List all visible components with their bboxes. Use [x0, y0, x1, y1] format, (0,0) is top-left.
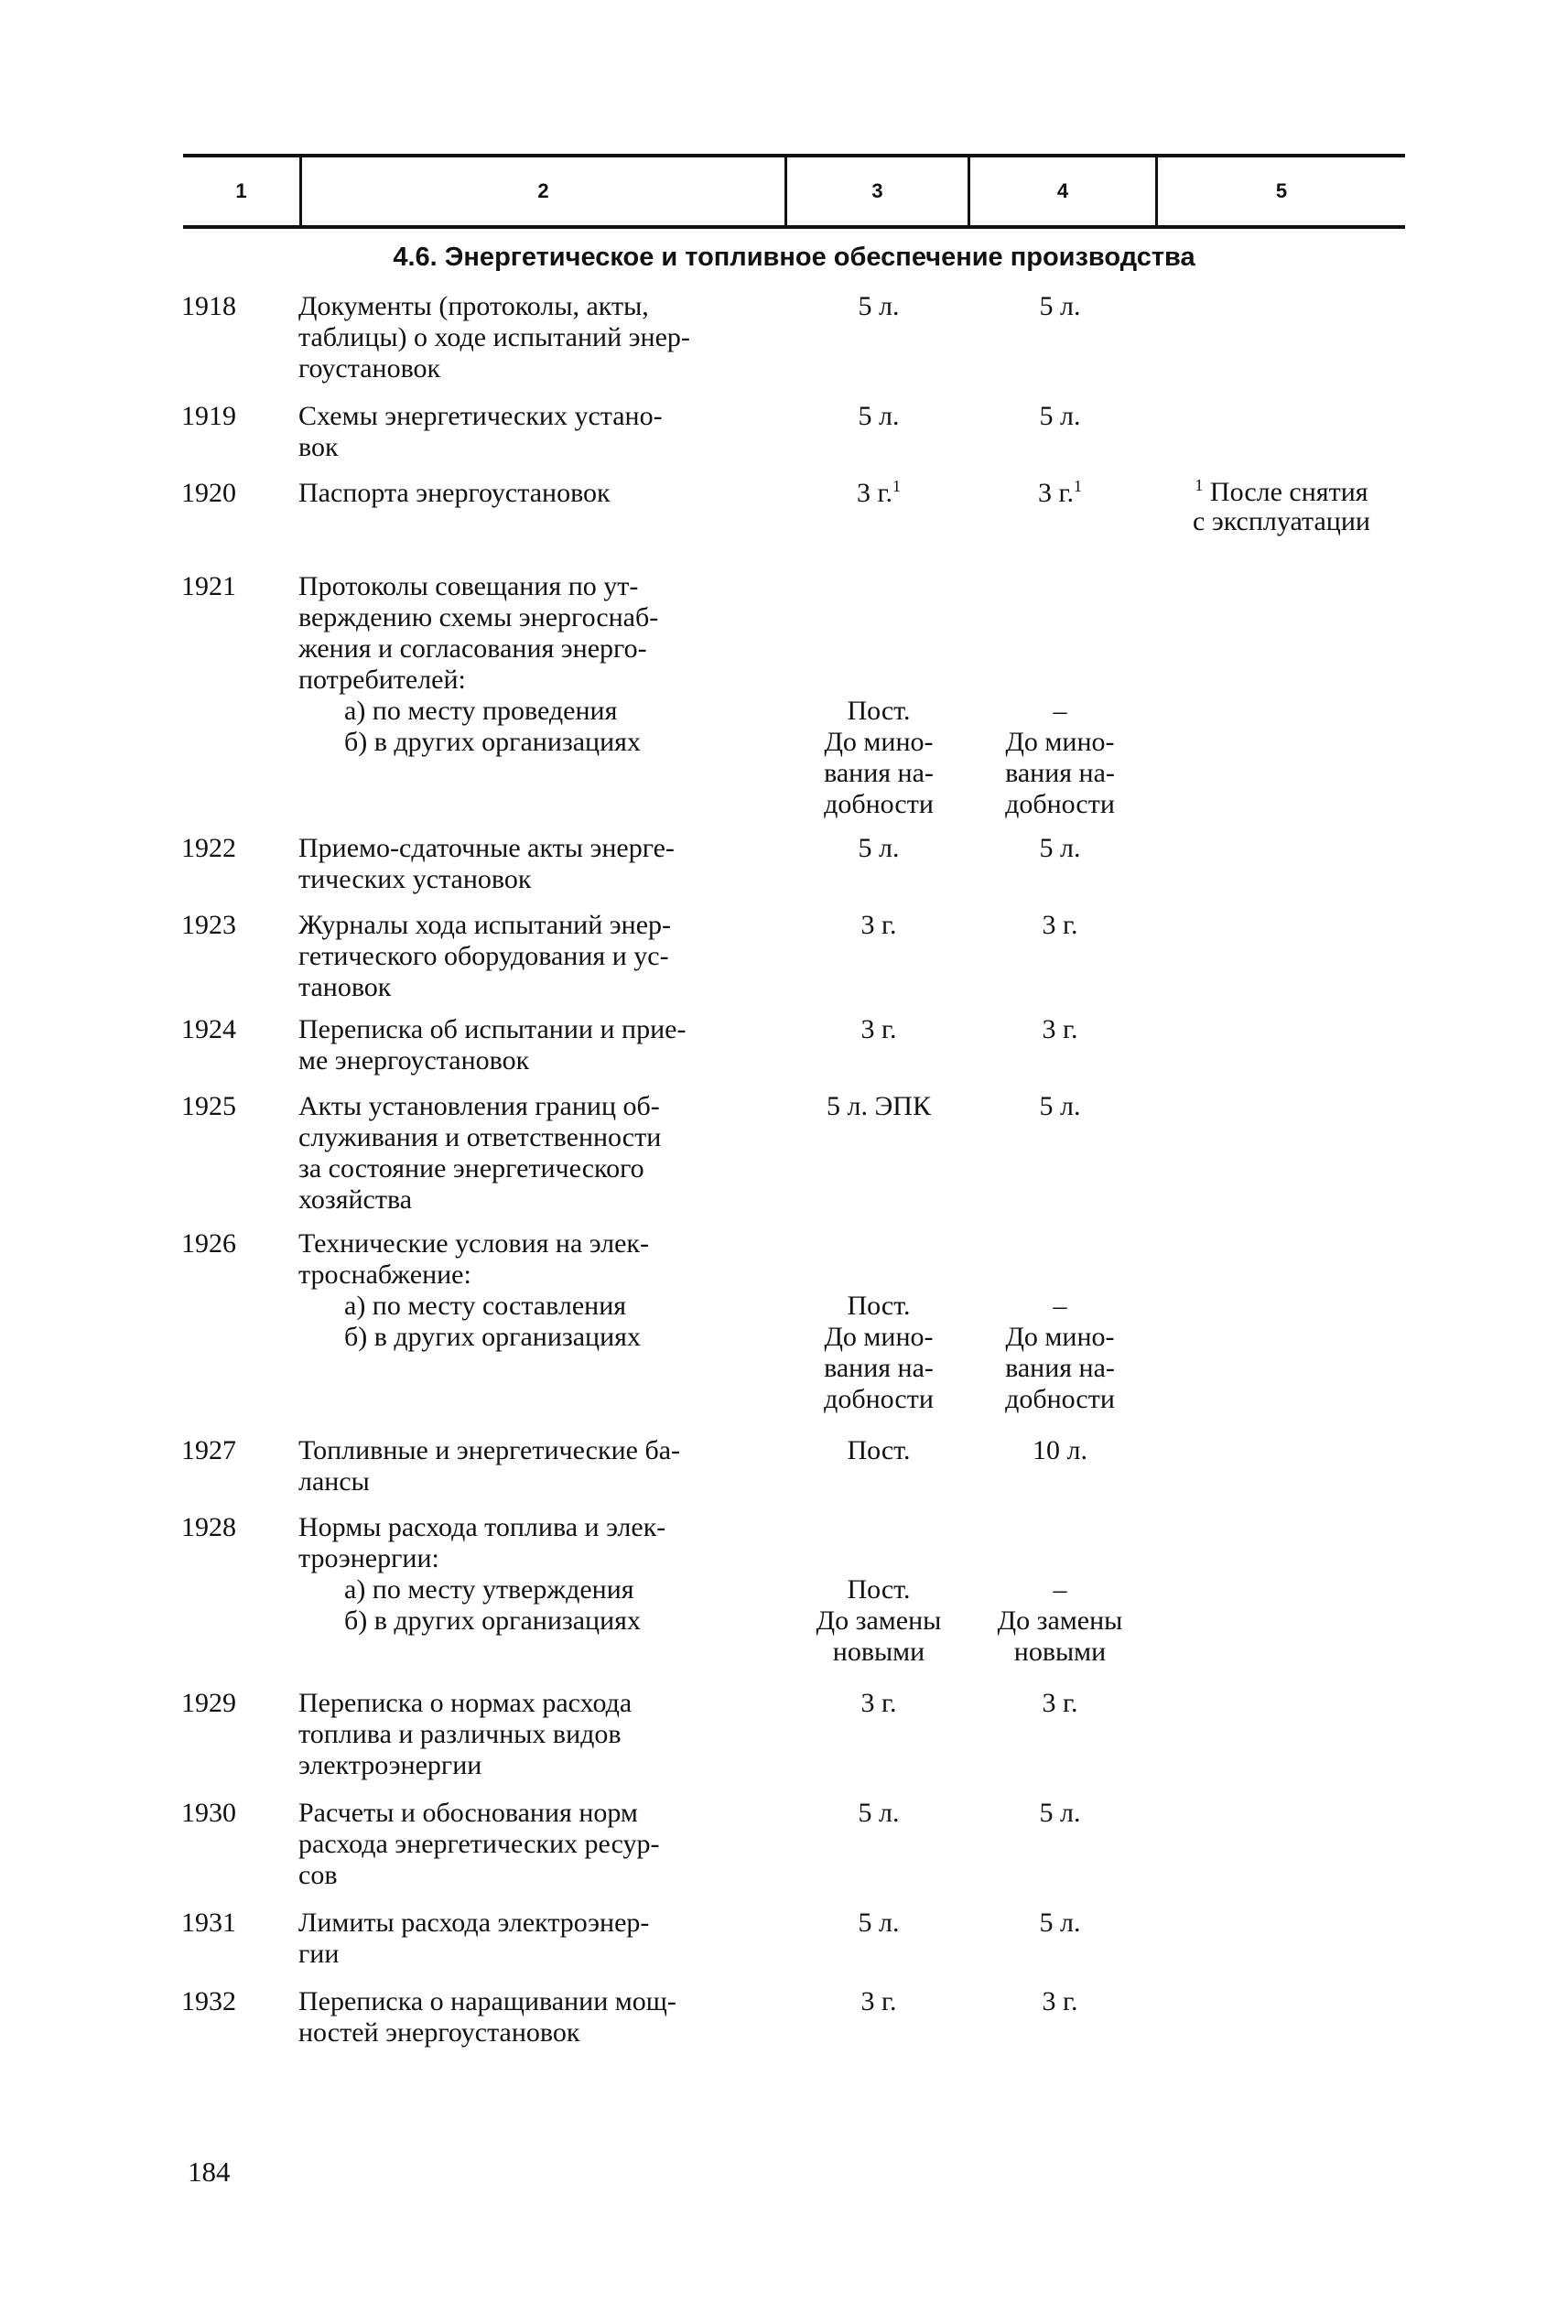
column-header-2: 2 — [299, 157, 784, 225]
row-title-line: тических установок — [298, 864, 532, 894]
col4-line — [968, 478, 1152, 509]
col4-line: добности — [1005, 789, 1115, 819]
row-term-col4 — [968, 478, 1152, 509]
column-header-4: 4 — [968, 157, 1155, 225]
row-term-col4 — [968, 1986, 1152, 2017]
footnote-marker: 1 — [1073, 477, 1082, 495]
col3-line: 5 л. — [858, 1908, 900, 1938]
row-title — [298, 1512, 788, 1637]
row-title-line: Топливные и энергетические ба- — [298, 1435, 681, 1465]
row-title-line: Приемо-сдаточные акты энерге- — [298, 833, 675, 863]
row-title — [298, 910, 788, 1003]
row-title-line: служивания и ответственности — [298, 1122, 662, 1152]
col4-line: – — [1053, 696, 1067, 726]
row-term-col4 — [968, 291, 1152, 322]
col3-line: Пост. — [847, 1291, 911, 1321]
row-term-col4 — [968, 1091, 1152, 1122]
col4-line: вания на- — [1005, 758, 1115, 788]
row-term-col4 — [968, 833, 1152, 864]
col4-line: До мино- — [1005, 1322, 1115, 1352]
col4-line: До замены — [997, 1605, 1123, 1636]
row-term-col4 — [968, 1798, 1152, 1829]
row-title-line: сов — [298, 1860, 338, 1890]
col4-line: 5 л. — [1039, 1798, 1081, 1828]
row-note-col5 — [1149, 478, 1414, 536]
column-header-3: 3 — [784, 157, 968, 225]
row-title — [298, 291, 788, 384]
col4-line: 10 л. — [1033, 1435, 1087, 1465]
row-title — [298, 1798, 788, 1891]
row-title-line: Переписка о наращивании мощ- — [298, 1986, 676, 2016]
footnote-marker: 1 — [892, 477, 901, 495]
row-title-line: за состояние энергетического — [298, 1153, 644, 1184]
row-title — [298, 1091, 788, 1216]
col3-line: До замены — [816, 1605, 942, 1636]
row-subitem: б) в других организациях — [344, 1322, 641, 1352]
col3-value: 3 г. — [857, 478, 892, 508]
row-term-col4 — [968, 910, 1152, 941]
col4-line: До мино- — [1005, 727, 1115, 757]
row-title-line: электроэнергии — [298, 1750, 482, 1780]
col5-line — [1149, 478, 1414, 507]
row-title-line: Схемы энергетических устано- — [298, 401, 663, 431]
row-number: 1921 — [181, 571, 236, 601]
row-term-col3 — [787, 291, 970, 322]
row-term-col4 — [968, 1435, 1152, 1466]
row-title-line: троснабжение: — [298, 1259, 471, 1290]
col4-value: 3 г. — [1038, 478, 1074, 508]
row-title-line: топлива и различных видов — [298, 1719, 622, 1749]
col3-line: Пост. — [847, 1574, 911, 1605]
row-term-col3 — [787, 1908, 970, 1939]
row-term-col3 — [787, 478, 970, 509]
row-title-line: таблицы) о ходе испытаний энер- — [298, 322, 690, 352]
col4-line: 5 л. — [1039, 833, 1081, 863]
row-title-line: хозяйства — [298, 1184, 413, 1215]
col3-line: добности — [824, 789, 934, 819]
row-number: 1932 — [181, 1986, 236, 2016]
row-term-col3 — [787, 1798, 970, 1829]
row-term-col4 — [968, 1908, 1152, 1939]
row-title-line: Нормы расхода топлива и элек- — [298, 1512, 666, 1542]
row-number: 1926 — [181, 1228, 236, 1259]
row-title — [298, 1688, 788, 1781]
col3-line: Пост. — [847, 1435, 911, 1465]
row-title-line: жения и согласования энерго- — [298, 633, 647, 664]
row-term-col3 — [787, 1291, 970, 1415]
row-title-line: Акты установления границ об- — [298, 1091, 660, 1121]
row-title — [298, 833, 788, 895]
col3-line: 3 г. — [860, 1014, 897, 1044]
row-term-col3 — [787, 1091, 970, 1122]
column-header-1: 1 — [235, 179, 247, 202]
col4-line: 5 л. — [1039, 1091, 1081, 1121]
section-title: 4.6. Энергетическое и топливное обеспечение производства — [393, 243, 1195, 272]
row-number: 1920 — [181, 478, 236, 508]
row-title — [298, 1228, 788, 1353]
row-title-line: верждению схемы энергоснаб- — [298, 602, 659, 632]
col4-line: 3 г. — [1042, 910, 1078, 940]
col4-line: 5 л. — [1039, 401, 1081, 431]
row-term-col3 — [787, 1574, 970, 1668]
row-title-line: гии — [298, 1939, 340, 1969]
row-title-line: расхода энергетических ресур- — [298, 1829, 660, 1859]
column-header-5: 5 — [1155, 157, 1405, 225]
row-term-col3 — [787, 1688, 970, 1719]
col3-line: 3 г. — [860, 1688, 897, 1718]
row-title-line: ностей энергоустановок — [298, 2017, 580, 2048]
col4-line: новыми — [1013, 1637, 1107, 1667]
row-subitem: а) по месту составления — [344, 1291, 627, 1321]
col3-line: новыми — [832, 1637, 925, 1667]
row-term-col3 — [787, 1986, 970, 2017]
col4-line: 3 г. — [1042, 1986, 1078, 2016]
col3-line: До мино- — [824, 1322, 934, 1352]
col3-line: 5 л. ЭПК — [827, 1091, 931, 1121]
row-subitem: а) по месту утверждения — [344, 1574, 634, 1605]
col4-line: вания на- — [1005, 1353, 1115, 1383]
row-title — [298, 571, 788, 758]
row-title-line: Лимиты расхода электроэнер- — [298, 1908, 650, 1938]
row-number: 1922 — [181, 833, 236, 863]
col3-line: добности — [824, 1384, 934, 1414]
row-title-line: гетического оборудования и ус- — [298, 941, 669, 971]
row-subitem: а) по месту проведения — [344, 696, 618, 726]
col4-line: 5 л. — [1039, 1908, 1081, 1938]
col3-line: вания на- — [824, 758, 934, 788]
row-term-col4 — [968, 401, 1152, 432]
col5-line: с эксплуатации — [1193, 506, 1370, 536]
row-number: 1927 — [181, 1435, 236, 1465]
row-title — [298, 1435, 788, 1497]
row-number: 1923 — [181, 910, 236, 940]
row-subitem: б) в других организациях — [344, 727, 641, 757]
column-header-row — [183, 154, 1405, 229]
col4-line: 3 г. — [1042, 1014, 1078, 1044]
row-subitem: б) в других организациях — [344, 1605, 641, 1636]
row-title-line: ме энергоустановок — [298, 1045, 530, 1076]
row-number: 1928 — [181, 1512, 236, 1542]
col3-line: Пост. — [847, 696, 911, 726]
row-number: 1929 — [181, 1688, 236, 1718]
row-title-line: Журналы хода испытаний энер- — [298, 910, 672, 940]
col3-line: 3 г. — [860, 910, 897, 940]
row-title-line: вок — [298, 432, 339, 462]
col5-value: После снятия — [1209, 477, 1368, 507]
row-title-line: Расчеты и обоснования норм — [298, 1798, 638, 1828]
col3-line — [787, 478, 970, 509]
footnote-marker: 1 — [1195, 476, 1204, 494]
row-number: 1918 — [181, 291, 236, 321]
row-title-line: гоустановок — [298, 353, 441, 384]
col3-line: 5 л. — [858, 401, 900, 431]
row-title — [298, 1908, 788, 1970]
col4-line: добности — [1005, 1384, 1115, 1414]
row-term-col3 — [787, 833, 970, 864]
row-number: 1931 — [181, 1908, 236, 1938]
row-term-col4 — [968, 1291, 1152, 1415]
row-title — [298, 401, 788, 463]
row-term-col3 — [787, 1014, 970, 1045]
row-number: 1919 — [181, 401, 236, 431]
row-number: 1924 — [181, 1014, 236, 1044]
col4-line: 5 л. — [1039, 291, 1081, 321]
row-title-line: троэнергии: — [298, 1543, 439, 1573]
col3-line: 3 г. — [860, 1986, 897, 2016]
row-title — [298, 1986, 788, 2048]
page-number: 184 — [188, 2156, 231, 2188]
col4-line: – — [1053, 1291, 1067, 1321]
row-term-col4 — [968, 1688, 1152, 1719]
row-title — [298, 1014, 788, 1076]
row-title-line: Паспорта энергоустановок — [298, 478, 611, 508]
row-term-col4 — [968, 696, 1152, 820]
col4-line: – — [1053, 1574, 1067, 1605]
row-title — [298, 478, 788, 509]
row-title-line: Документы (протоколы, акты, — [298, 291, 649, 321]
row-title-line: Протоколы совещания по ут- — [298, 571, 639, 601]
col3-line: До мино- — [824, 727, 934, 757]
col4-line: 3 г. — [1042, 1688, 1078, 1718]
row-number: 1930 — [181, 1798, 236, 1828]
row-title-line: Переписка об испытании и прие- — [298, 1014, 687, 1044]
row-term-col3 — [787, 1435, 970, 1466]
row-term-col4 — [968, 1574, 1152, 1668]
row-term-col3 — [787, 401, 970, 432]
col3-line: 5 л. — [858, 291, 900, 321]
row-term-col4 — [968, 1014, 1152, 1045]
row-title-line: потребителей: — [298, 665, 466, 695]
row-title-line: Технические условия на элек- — [298, 1228, 649, 1259]
col3-line: 5 л. — [858, 833, 900, 863]
row-term-col3 — [787, 696, 970, 820]
row-number: 1925 — [181, 1091, 236, 1121]
row-term-col3 — [787, 910, 970, 941]
col3-line: 5 л. — [858, 1798, 900, 1828]
col3-line: вания на- — [824, 1353, 934, 1383]
row-title-line: тановок — [298, 972, 392, 1002]
row-title-line: Переписка о нормах расхода — [298, 1688, 633, 1718]
row-title-line: лансы — [298, 1466, 370, 1497]
